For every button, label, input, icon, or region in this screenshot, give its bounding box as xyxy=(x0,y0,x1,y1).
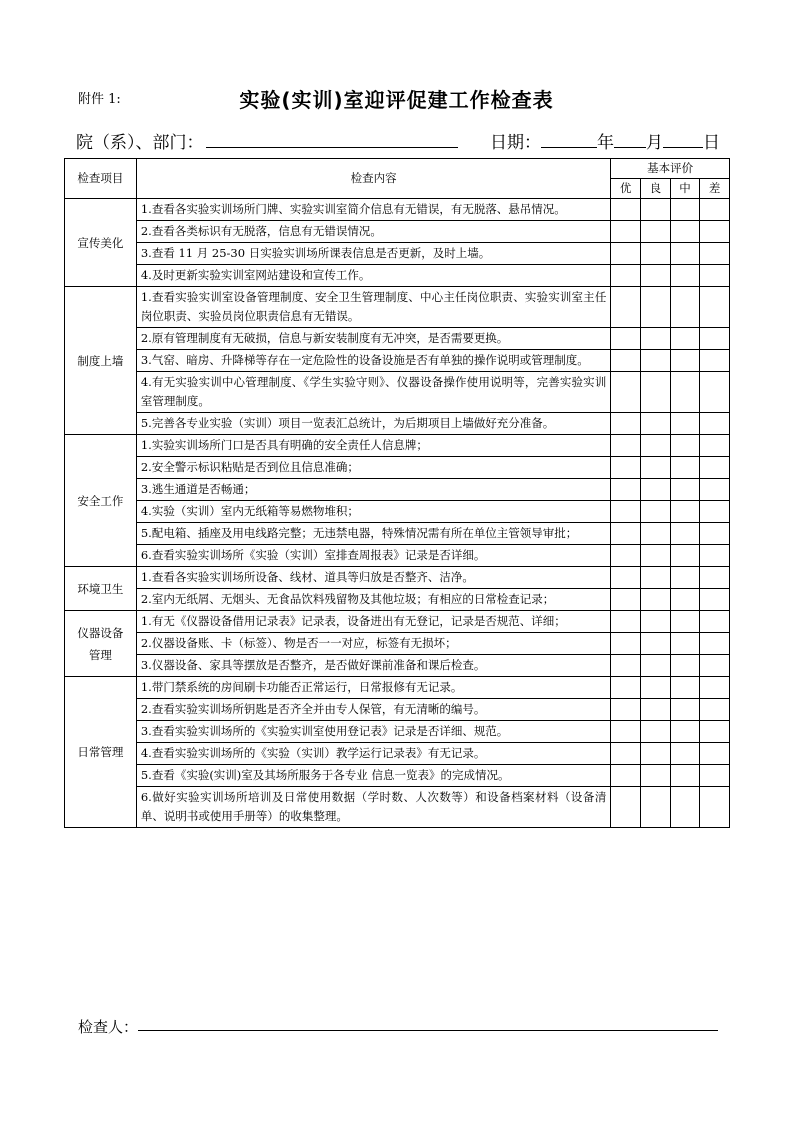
table-row xyxy=(65,677,730,699)
header-content: 检查内容 xyxy=(136,159,610,199)
check-item-text: 1.查看各实验实训场所门牌、实验实训室简介信息有无错误，有无脱落、悬吊情况。 xyxy=(140,202,566,216)
table-row xyxy=(65,265,730,287)
rating-cell-poor[interactable] xyxy=(700,589,730,611)
check-item-text: 1.有无《仪器设备借用记录表》记录表，设备进出有无登记，记录是否规范、详细； xyxy=(140,614,566,628)
rating-cell-fair[interactable] xyxy=(670,265,700,287)
rating-cell-excellent[interactable] xyxy=(611,328,641,350)
rating-cell-poor[interactable] xyxy=(700,372,730,413)
rating-cell-fair[interactable] xyxy=(670,765,700,787)
table-row xyxy=(65,523,730,545)
check-item xyxy=(136,457,610,479)
rating-cell-poor[interactable] xyxy=(700,435,730,457)
rating-cell-poor[interactable] xyxy=(700,265,730,287)
rating-cell-poor[interactable] xyxy=(700,633,730,655)
check-item xyxy=(136,721,610,743)
check-item-text: 5.完善各专业实验（实训）项目一览表汇总统计，为后期项目上墙做好充分准备。 xyxy=(140,416,555,430)
check-item-text: 4.及时更新实验实训室网站建设和宣传工作。 xyxy=(140,268,371,282)
check-item xyxy=(136,677,610,699)
rating-cell-poor[interactable] xyxy=(700,677,730,699)
check-item xyxy=(136,372,610,413)
table-row xyxy=(65,765,730,787)
rating-cell-poor[interactable] xyxy=(700,655,730,677)
table-row xyxy=(65,350,730,372)
attachment-label: 附件 1: xyxy=(78,92,121,107)
rating-cell-poor[interactable] xyxy=(700,787,730,828)
rating-cell-fair[interactable] xyxy=(670,589,700,611)
check-item xyxy=(136,523,610,545)
rating-cell-good[interactable] xyxy=(640,523,670,545)
rating-cell-poor[interactable] xyxy=(700,199,730,221)
rating-cell-excellent[interactable] xyxy=(611,567,641,589)
rating-cell-excellent[interactable] xyxy=(611,721,641,743)
check-item-text: 3.仪器设备、家具等摆放是否整齐，是否做好课前准备和课后检查。 xyxy=(140,658,486,672)
table-row xyxy=(65,699,730,721)
rating-cell-excellent[interactable] xyxy=(611,350,641,372)
rating-cell-poor[interactable] xyxy=(700,721,730,743)
check-item xyxy=(136,545,610,567)
check-item-text: 2.查看实验实训场所钥匙是否齐全并由专人保管，有无清晰的编号。 xyxy=(140,702,486,716)
inspection-table xyxy=(64,158,730,828)
check-item xyxy=(136,328,610,350)
table-header xyxy=(65,159,730,199)
table-row xyxy=(65,567,730,589)
check-item xyxy=(136,611,610,633)
rating-cell-poor[interactable] xyxy=(700,328,730,350)
category-label: 制度上墙 xyxy=(77,353,124,368)
rating-cell-good[interactable] xyxy=(640,743,670,765)
category-cell-equipment xyxy=(65,611,137,677)
check-item-text: 3.查看 11 月 25-30 日实验实训场所课表信息是否更新，及时上墙。 xyxy=(140,246,491,260)
rating-cell-good[interactable] xyxy=(640,787,670,828)
rating-cell-good[interactable] xyxy=(640,479,670,501)
department-field xyxy=(76,128,458,153)
table-row xyxy=(65,243,730,265)
category-label: 环境卫生 xyxy=(77,581,124,596)
check-item-text: 3.气窑、暗房、升降梯等存在一定危险性的设备设施是否有单独的操作说明或管理制度。 xyxy=(140,353,589,367)
table-row xyxy=(65,413,730,435)
rating-cell-fair[interactable] xyxy=(670,611,700,633)
rating-cell-poor[interactable] xyxy=(700,413,730,435)
table-row xyxy=(65,199,730,221)
rating-cell-good[interactable] xyxy=(640,721,670,743)
month-label: 月 xyxy=(646,133,663,153)
table-row xyxy=(65,372,730,413)
check-item xyxy=(136,589,610,611)
rating-cell-good[interactable] xyxy=(640,589,670,611)
rating-cell-fair[interactable] xyxy=(670,350,700,372)
table-row xyxy=(65,287,730,328)
rating-cell-poor[interactable] xyxy=(700,287,730,328)
rating-cell-fair[interactable] xyxy=(670,743,700,765)
check-item xyxy=(136,435,610,457)
year-blank[interactable] xyxy=(541,133,597,148)
table-row xyxy=(65,328,730,350)
category-cell-environment xyxy=(65,567,137,611)
rating-cell-good[interactable] xyxy=(640,435,670,457)
year-label: 年 xyxy=(597,133,614,153)
department-blank[interactable] xyxy=(206,133,458,148)
rating-cell-excellent[interactable] xyxy=(611,765,641,787)
rating-good-header: 良 xyxy=(640,179,670,199)
rating-cell-poor[interactable] xyxy=(700,545,730,567)
check-item xyxy=(136,765,610,787)
form-title: 实验(实训)室迎评促建工作检查表 xyxy=(239,88,554,112)
rating-cell-excellent[interactable] xyxy=(611,221,641,243)
check-item-text: 6.做好实验实训场所培训及日常使用数据（学时数、人次数等）和设备档案材料（设备清单、说明书或使用手册等）的收集整理。 xyxy=(140,790,607,823)
category-cell-safety xyxy=(65,435,137,567)
rating-cell-poor[interactable] xyxy=(700,699,730,721)
rating-cell-fair[interactable] xyxy=(670,457,700,479)
table-body xyxy=(65,199,730,828)
rating-cell-poor[interactable] xyxy=(700,743,730,765)
inspector-signature-line[interactable] xyxy=(138,1030,718,1031)
rating-cell-good[interactable] xyxy=(640,611,670,633)
table-row xyxy=(65,589,730,611)
table-row xyxy=(65,611,730,633)
table-row xyxy=(65,457,730,479)
check-item xyxy=(136,287,610,328)
check-item-text: 4.实验（实训）室内无纸箱等易燃物堆积； xyxy=(140,504,359,518)
rating-cell-fair[interactable] xyxy=(670,372,700,413)
rating-cell-good[interactable] xyxy=(640,655,670,677)
rating-cell-excellent[interactable] xyxy=(611,435,641,457)
check-item-text: 3.查看实验实训场所的《实验实训室使用登记表》记录是否详细、规范。 xyxy=(140,724,509,738)
category-label-line: 仪器设备 xyxy=(77,625,124,640)
rating-cell-good[interactable] xyxy=(640,633,670,655)
table-row xyxy=(65,479,730,501)
date-label: 日期： xyxy=(490,133,541,153)
table-row xyxy=(65,655,730,677)
check-item xyxy=(136,501,610,523)
rating-cell-good[interactable] xyxy=(640,287,670,328)
table-row xyxy=(65,743,730,765)
date-field xyxy=(490,128,720,153)
check-item-text: 2.仪器设备账、卡（标签）、物是否一一对应，标签有无损坏； xyxy=(140,636,457,650)
check-item-text: 4.有无实验实训中心管理制度、《学生实验守则》、仪器设备操作使用说明等，完善实验实训室管理制度。 xyxy=(140,375,607,408)
rating-cell-good[interactable] xyxy=(640,567,670,589)
rating-cell-good[interactable] xyxy=(640,677,670,699)
rating-cell-excellent[interactable] xyxy=(611,523,641,545)
rating-cell-excellent[interactable] xyxy=(611,611,641,633)
rating-cell-poor[interactable] xyxy=(700,243,730,265)
rating-cell-fair[interactable] xyxy=(670,435,700,457)
rating-excellent-header: 优 xyxy=(611,179,641,199)
table-row xyxy=(65,221,730,243)
rating-cell-excellent[interactable] xyxy=(611,677,641,699)
check-item-text: 4.查看实验实训场所的《实验（实训）教学运行记录表》有无记录。 xyxy=(140,746,486,760)
check-item-text: 6.查看实验实训场所《实验（实训）室排查周报表》记录是否详细。 xyxy=(140,548,486,562)
rating-cell-good[interactable] xyxy=(640,265,670,287)
check-item xyxy=(136,633,610,655)
check-item xyxy=(136,787,610,828)
rating-cell-good[interactable] xyxy=(640,328,670,350)
rating-cell-fair[interactable] xyxy=(670,787,700,828)
rating-cell-fair[interactable] xyxy=(670,545,700,567)
rating-cell-good[interactable] xyxy=(640,501,670,523)
header-category: 检查项目 xyxy=(65,159,137,199)
rating-cell-excellent[interactable] xyxy=(611,265,641,287)
check-item xyxy=(136,743,610,765)
category-label: 宣传美化 xyxy=(77,235,124,250)
category-cell-publicity xyxy=(65,199,137,287)
rating-cell-excellent[interactable] xyxy=(611,413,641,435)
category-label: 日常管理 xyxy=(77,745,124,759)
rating-cell-excellent[interactable] xyxy=(611,787,641,828)
rating-cell-excellent[interactable] xyxy=(611,655,641,677)
inspector-label: 检查人： xyxy=(78,1018,139,1036)
table-row xyxy=(65,545,730,567)
check-item-text: 3.逃生通道是否畅通； xyxy=(140,482,256,496)
check-item xyxy=(136,221,610,243)
check-item-text: 1.实验实训场所门口是否具有明确的安全责任人信息牌； xyxy=(140,438,428,452)
day-blank[interactable] xyxy=(663,133,703,148)
day-label: 日 xyxy=(703,133,720,153)
rating-fair-header: 中 xyxy=(670,179,700,199)
rating-cell-good[interactable] xyxy=(640,545,670,567)
rating-cell-good[interactable] xyxy=(640,243,670,265)
rating-cell-good[interactable] xyxy=(640,699,670,721)
check-item-text: 5.配电箱、插座及用电线路完整；无违禁电器，特殊情况需有所在单位主管领导审批； xyxy=(140,526,578,540)
rating-cell-good[interactable] xyxy=(640,413,670,435)
rating-cell-poor[interactable] xyxy=(700,221,730,243)
rating-cell-excellent[interactable] xyxy=(611,699,641,721)
check-item xyxy=(136,567,610,589)
check-item-text: 1.查看各实验实训场所设备、线材、道具等归放是否整齐、洁净。 xyxy=(140,570,474,584)
check-item xyxy=(136,199,610,221)
check-item xyxy=(136,265,610,287)
check-item-text: 1.带门禁系统的房间刷卡功能否正常运行，日常报修有无记录。 xyxy=(140,680,463,694)
table-row xyxy=(65,721,730,743)
rating-cell-fair[interactable] xyxy=(670,699,700,721)
category-label: 安全工作 xyxy=(77,493,124,508)
rating-cell-poor[interactable] xyxy=(700,350,730,372)
category-label-line: 管理 xyxy=(88,647,112,662)
month-blank[interactable] xyxy=(614,133,646,148)
check-item xyxy=(136,243,610,265)
table-row xyxy=(65,633,730,655)
rating-cell-poor[interactable] xyxy=(700,523,730,545)
rating-cell-fair[interactable] xyxy=(670,413,700,435)
rating-cell-excellent[interactable] xyxy=(611,287,641,328)
table-row xyxy=(65,501,730,523)
rating-cell-excellent[interactable] xyxy=(611,457,641,479)
rating-cell-excellent[interactable] xyxy=(611,243,641,265)
check-item xyxy=(136,699,610,721)
table-row xyxy=(65,435,730,457)
check-item xyxy=(136,655,610,677)
check-item-text: 5.查看《实验(实训)室及其场所服务于各专业 信息一览表》的完成情况。 xyxy=(140,768,510,782)
check-item-text: 2.室内无纸屑、无烟头、无食品饮料残留物及其他垃圾；有相应的日常检查记录； xyxy=(140,592,555,606)
header-rating: 基本评价 xyxy=(611,159,730,179)
rating-poor-header: 差 xyxy=(700,179,730,199)
rating-cell-fair[interactable] xyxy=(670,243,700,265)
check-item-text: 2.查看各类标识有无脱落，信息有无错误情况。 xyxy=(140,224,382,238)
category-cell-daily xyxy=(65,677,137,828)
check-item-text: 2.原有管理制度有无破损，信息与新安装制度有无冲突，是否需要更换。 xyxy=(140,331,509,345)
rating-cell-poor[interactable] xyxy=(700,479,730,501)
check-item xyxy=(136,479,610,501)
rating-cell-excellent[interactable] xyxy=(611,479,641,501)
rating-cell-poor[interactable] xyxy=(700,501,730,523)
rating-cell-fair[interactable] xyxy=(670,721,700,743)
rating-cell-excellent[interactable] xyxy=(611,545,641,567)
rating-cell-fair[interactable] xyxy=(670,677,700,699)
check-item xyxy=(136,413,610,435)
rating-cell-fair[interactable] xyxy=(670,633,700,655)
rating-cell-fair[interactable] xyxy=(670,479,700,501)
category-cell-regulations xyxy=(65,287,137,435)
rating-cell-excellent[interactable] xyxy=(611,372,641,413)
check-item-text: 2.安全警示标识粘贴是否到位且信息准确； xyxy=(140,460,359,474)
check-item xyxy=(136,350,610,372)
rating-cell-fair[interactable] xyxy=(670,221,700,243)
rating-cell-excellent[interactable] xyxy=(611,589,641,611)
rating-cell-good[interactable] xyxy=(640,350,670,372)
rating-cell-poor[interactable] xyxy=(700,611,730,633)
rating-cell-poor[interactable] xyxy=(700,765,730,787)
rating-cell-fair[interactable] xyxy=(670,567,700,589)
rating-cell-fair[interactable] xyxy=(670,328,700,350)
rating-cell-fair[interactable] xyxy=(670,523,700,545)
rating-cell-good[interactable] xyxy=(640,221,670,243)
table-row xyxy=(65,787,730,828)
rating-cell-good[interactable] xyxy=(640,199,670,221)
rating-cell-good[interactable] xyxy=(640,457,670,479)
department-label: 院（系）、部门： xyxy=(76,133,204,153)
rating-cell-poor[interactable] xyxy=(700,457,730,479)
rating-cell-excellent[interactable] xyxy=(611,501,641,523)
rating-cell-fair[interactable] xyxy=(670,655,700,677)
check-item-text: 1.查看实验实训室设备管理制度、安全卫生管理制度、中心主任岗位职责、实验实训室主任岗位职责、实验员岗位职责信息有无错误。 xyxy=(140,290,607,323)
rating-cell-poor[interactable] xyxy=(700,567,730,589)
rating-cell-excellent[interactable] xyxy=(611,199,641,221)
rating-cell-excellent[interactable] xyxy=(611,743,641,765)
rating-cell-fair[interactable] xyxy=(670,501,700,523)
rating-cell-excellent[interactable] xyxy=(611,633,641,655)
rating-cell-good[interactable] xyxy=(640,372,670,413)
rating-cell-fair[interactable] xyxy=(670,199,700,221)
rating-cell-good[interactable] xyxy=(640,765,670,787)
rating-cell-fair[interactable] xyxy=(670,287,700,328)
